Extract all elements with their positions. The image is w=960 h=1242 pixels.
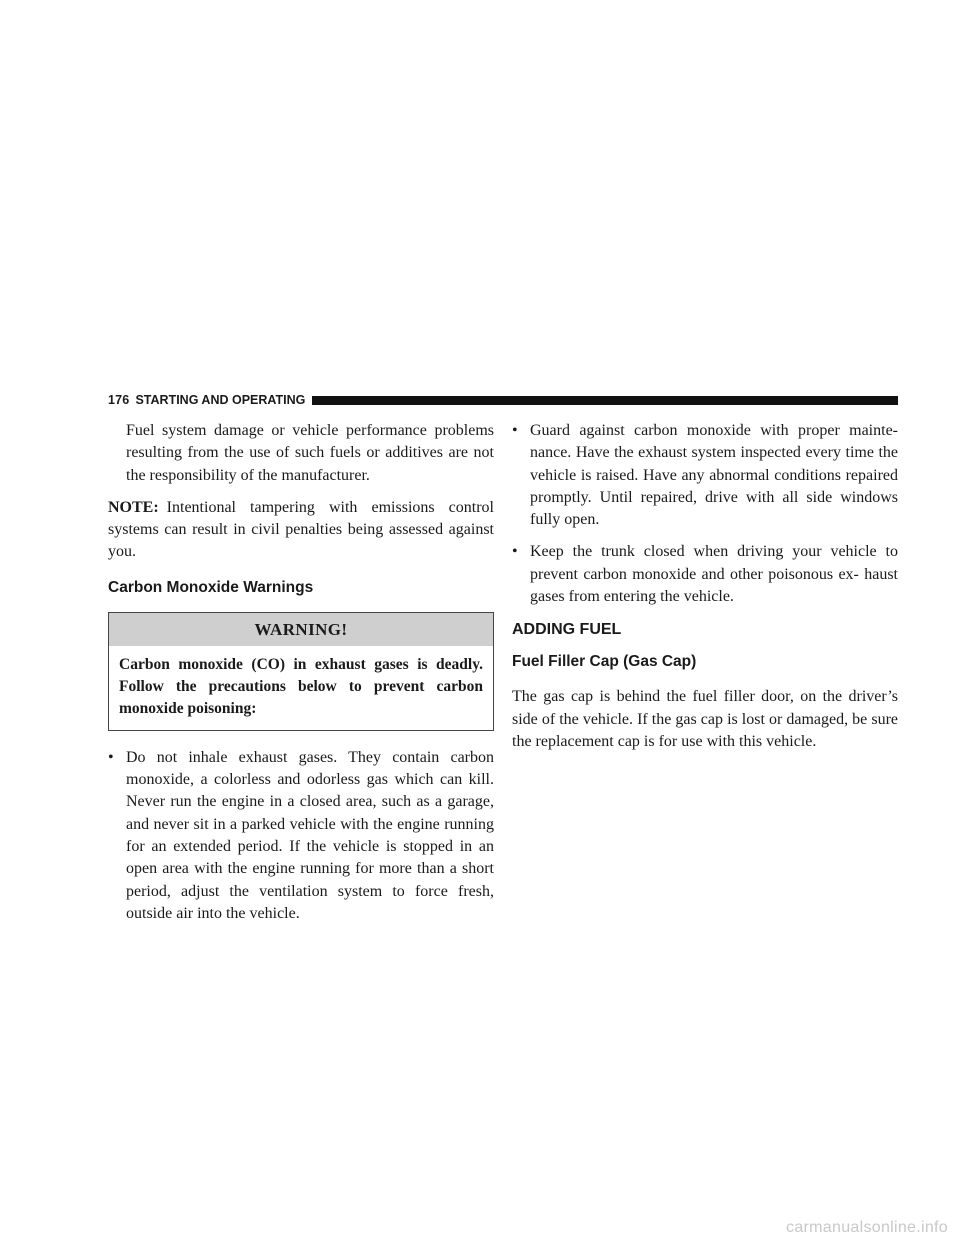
section-title: STARTING AND OPERATING — [135, 393, 306, 407]
list-item — [108, 747, 494, 925]
list-item — [512, 541, 898, 608]
bullet-text: Keep the trunk closed when driving your vehicle to prevent carbon monoxide and other poisonous ex- haust gases from entering the vehicle. — [530, 543, 898, 606]
note-label: NOTE: — [108, 498, 159, 516]
right-column — [512, 420, 898, 767]
bullet-glyph: • — [512, 543, 518, 561]
note-paragraph — [108, 497, 494, 564]
page-number: 176 — [108, 393, 130, 407]
left-column — [108, 420, 494, 935]
warning-box — [108, 612, 494, 731]
warning-title: WARNING! — [109, 613, 493, 646]
warning-body: Carbon monoxide (CO) in exhaust gases is deadly. Follow the precautions below to prevent carbon monoxide poisoning: — [119, 655, 483, 717]
bullet-glyph: • — [512, 422, 518, 439]
list-item — [512, 420, 898, 531]
fuel-cap-heading: Fuel Filler Cap (Gas Cap) — [512, 653, 697, 671]
bullet-text: Do not inhale exhaust gases. They contain carbon monoxide, a colorless and odorless gas which can kill. Never run the engine in a closed area, such as a garage, and never sit in a parked vehicle with the engine running for an extended period. If the vehicle is stopped in an open area with the engine running for more than a short period, adjust the ventilation system to force fresh, outside air into the vehicle. — [126, 748, 494, 922]
fuel-cap-paragraph: The gas cap is behind the fuel filler door, on the driver’s side of the vehicle. If the gas cap is lost or damaged, be sure the replacement cap is for use with this vehicle. — [512, 688, 898, 750]
watermark-logo: carmanualsonline.info — [786, 1219, 948, 1236]
bullet-glyph: • — [108, 748, 114, 766]
adding-fuel-heading: ADDING FUEL — [512, 621, 622, 639]
bullet-text: Guard against carbon monoxide with proper mainte- nance. Have the exhaust system inspected every time the vehicle is raised. Have any abnormal conditions repaired promptly. Until repaired, drive with all side windows fully open. — [530, 422, 898, 529]
intro-paragraph: Fuel system damage or vehicle performance problems resulting from the use of such fuels or additives are not the responsibility of the manufacturer. — [126, 422, 494, 484]
page-header — [108, 390, 898, 410]
co-warnings-heading: Carbon Monoxide Warnings — [108, 578, 314, 596]
note-text: Intentional tampering with emissions control systems can result in civil penalties being assessed against you. — [108, 498, 494, 561]
header-rule — [312, 396, 898, 405]
